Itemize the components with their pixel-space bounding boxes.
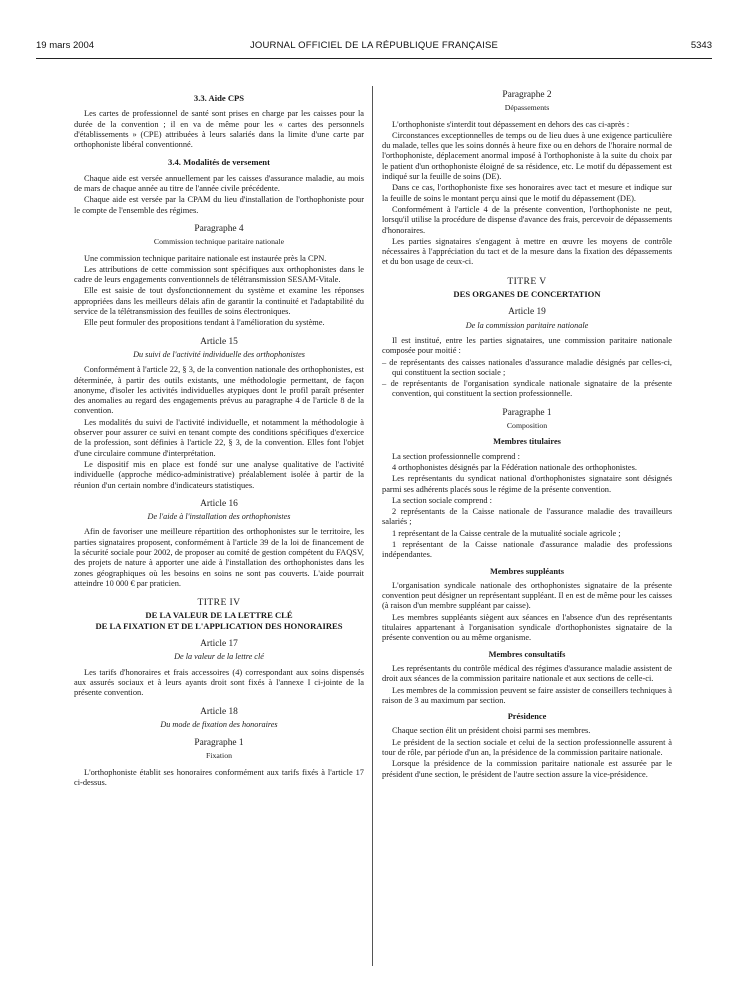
article-subheading: De la commission paritaire nationale xyxy=(465,320,589,330)
subsection-heading: Présidence xyxy=(507,712,547,722)
paragraph: Chaque aide est versée annuellement par les caisses d'assurance maladie, au mois de mars de chaque année au titre de l'année civile précédente. xyxy=(74,173,364,194)
article-subheading: Du mode de fixation des honoraires xyxy=(160,719,278,729)
paragraph: L'orthophoniste s'interdit tout dépassement en dehors des cas ci-après : xyxy=(392,119,630,129)
list-item: – de représentants des caisses nationales d'assurance maladie désignés par celles-ci, qui constituent la section sociale ; xyxy=(382,357,672,377)
list-item: – de représentants de l'organisation syndicale nationale signataire de la présente convention, qui constituent la section professionnelle. xyxy=(382,379,672,399)
paragraph: La section professionnelle comprend : xyxy=(392,451,520,461)
article-subheading: De l'aide à l'installation des orthophonistes xyxy=(147,512,291,522)
article-heading: Article 15 xyxy=(200,336,238,347)
paragraph: 1 représentant de la Caisse centrale de la mutualité sociale agricole ; xyxy=(392,528,621,538)
paragraph: 4 orthophonistes désignés par la Fédération nationale des orthophonistes. xyxy=(392,462,637,472)
paragraph: Chaque aide est versée par la CPAM du lieu d'installation de l'orthophoniste pour le compte de l'ensemble des régimes. xyxy=(74,195,364,215)
header-date: 19 mars 2004 xyxy=(36,40,95,51)
paragraph: Les membres de la commission peuvent se faire assister de conseillers techniques à raison de 3 au maximum par section. xyxy=(382,685,672,705)
column-divider xyxy=(372,86,373,966)
paragraph: Les tarifs d'honoraires et frais accessoires (4) correspondant aux soins dispensés aux assurés sociaux et à leurs ayants droit sont fixés à l'annexe I ci-jointe de la présente convention. xyxy=(74,667,364,698)
paragraph: Les attributions de cette commission sont spécifiques aux orthophonistes dans le cadre de leurs engagements conventionnels de télétransmission SESAM-Vitale. xyxy=(74,264,364,285)
subsection-heading: Membres consultatifs xyxy=(488,649,566,659)
paragraph: Elle est saisie de tout dysfonctionnement du système et examine les réponses appropriées dans les meilleurs délais afin de garantir la continuité et l'adaptabilité du service de la télétransmission des feuilles de soins électroniques. xyxy=(74,286,364,317)
header-page-number: 5343 xyxy=(690,40,712,51)
paragraph: Lorsque la présidence de la commission paritaire nationale est assurée par le président d'une section, le président de l'autre section assure la vice-présidence. xyxy=(382,759,672,779)
paragraph: Les cartes de professionnel de santé sont prises en charge par les caisses pour la durée de la convention ; il en va de même pour les « cartes des personnels d'établissements » (CPE) attribuées à leurs salariés dans la limite d'une carte par orthophoniste libéral conventionné. xyxy=(74,109,364,150)
titre-title-line: DE LA FIXATION ET DE L'APPLICATION DES HONORAIRES xyxy=(95,620,343,631)
article-heading: Article 19 xyxy=(508,307,546,318)
titre-heading: TITRE IV xyxy=(197,597,241,609)
paragraph: Conformément à l'article 4 de la présente convention, l'orthophoniste ne peut, lorsqu'il utilise la procédure de dispense d'avance des frais, percevoir de dépassements d'honoraires. xyxy=(382,204,672,235)
subsection-heading: Membres suppléants xyxy=(489,566,565,576)
header-journal-title: JOURNAL OFFICIEL DE LA RÉPUBLIQUE FRANÇAISE xyxy=(249,40,499,51)
left-column xyxy=(74,86,364,789)
paragraph: 1 représentant de la Caisse nationale d'assurance maladie des professions indépendantes. xyxy=(382,539,672,560)
article-subheading: De la valeur de la lettre clé xyxy=(174,652,264,662)
paragraph-heading: Paragraphe 1 xyxy=(502,407,552,418)
header-rule xyxy=(36,58,712,59)
titre-heading: TITRE V xyxy=(507,275,547,287)
titre-title-line: DE LA VALEUR DE LA LETTRE CLÉ xyxy=(145,610,293,621)
paragraph-heading: Paragraphe 4 xyxy=(194,223,244,234)
paragraph: Dans ce cas, l'orthophoniste fixe ses honoraires avec tact et mesure et indique sur la feuille de soins le montant perçu ainsi que le motif du dépassement (DE). xyxy=(382,183,672,203)
paragraph-subheading: Fixation xyxy=(206,751,232,761)
paragraph: Une commission technique paritaire nationale est instaurée près la CPN. xyxy=(84,253,327,263)
paragraph: L'organisation syndicale nationale des orthophonistes signataire de la présente convention peut désigner un représentant suppléant. Il en est de même pour les caisses (à raison d'un membre suppléant par caisse). xyxy=(382,580,672,611)
paragraph: Chaque section élit un président choisi parmi ses membres. xyxy=(392,726,591,736)
paragraph: Il est institué, entre les parties signataires, une commission paritaire nationale composée pour moitié : xyxy=(382,335,672,356)
titre-title: DES ORGANES DE CONCERTATION xyxy=(453,289,601,300)
paragraph: Circonstances exceptionnelles de temps ou de lieu dues à une exigence particulière du malade, telles que les soins donnés à heure fixe ou en dehors de l'horaire normal de l'orthophoniste, déplacement anormal imposé à l'orthophoniste à la suite du choix par le patient d'un orthophoniste éloigné de sa résidence, etc. Le motif du dépassement est indiqué sur la feuille de soins (DE). xyxy=(382,130,672,182)
paragraph: Les modalités du suivi de l'activité individuelle, et notamment la méthodologie à observer pour assurer ce suivi en tenant compte des conditions spécifiques d'exercice de la profession, sont définies à l'article 22, § 3, de la convention. Elles font l'objet d'une circulaire commune d'interprétation. xyxy=(74,417,364,458)
article-heading: Article 16 xyxy=(200,498,238,509)
paragraph: Elle peut formuler des propositions tendant à l'amélioration du système. xyxy=(84,318,325,328)
paragraph-subheading: Composition xyxy=(506,421,548,431)
page-header xyxy=(36,40,712,54)
right-column xyxy=(382,90,672,781)
paragraph: Afin de favoriser une meilleure répartition des orthophonistes sur le territoire, les parties signataires proposent, conformément à l'article 39 de la loi de financement de la sécurité sociale pour 2002, de proposer au comité de gestion compétent du FAQSV, des projets de nature à apporter une aide à l'installation des orthophonistes dans les zones géographiques où les besoins en soins ne sont pas couverts. L'aide pourrait atteindre 10 000 € par praticien. xyxy=(74,527,364,588)
paragraph-subheading: Commission technique paritaire nationale xyxy=(153,237,285,247)
titre-title xyxy=(74,610,364,631)
paragraph: Conformément à l'article 22, § 3, de la convention nationale des orthophonistes, est déterminée, à partir des outils existants, une méthodologie permettant, de façon anonyme, d'isoler les activités individuelles atypiques dont le profil paraît présenter des anomalies au regard des engagements prévus au paragraphe 4 de l'article 8 de la convention. xyxy=(74,365,364,416)
paragraph: 2 représentants de la Caisse nationale de l'assurance maladie des travailleurs salariés ; xyxy=(382,507,672,527)
section-heading: 3.4. Modalités de versement xyxy=(168,157,270,168)
paragraph: Les parties signataires s'engagent à mettre en œuvre les moyens de contrôle nécessaires à l'appréciation du tact et de la mesure dans la fixation des dépassements et du bon usage de ceux-ci. xyxy=(382,236,672,267)
article-heading: Article 18 xyxy=(200,706,238,717)
article-subheading: Du suivi de l'activité individuelle des orthophonistes xyxy=(133,349,305,359)
paragraph: Les membres suppléants siègent aux séances en l'absence d'un des représentants titulaires appartenant à l'organisation syndicale d'orthophonistes signataire de la présente convention ou au même organisme. xyxy=(382,612,672,643)
section-heading: 3.3. Aide CPS xyxy=(193,93,245,103)
paragraph-subheading: Dépassements xyxy=(504,103,550,113)
paragraph-heading: Paragraphe 2 xyxy=(502,90,552,100)
paragraph: Les représentants du contrôle médical des régimes d'assurance maladie assistent de droit aux séances de la commission paritaire nationale et aux sections de celle-ci. xyxy=(382,663,672,684)
paragraph: Le président de la section sociale et celui de la section professionnelle assurent à tour de rôle, par période d'un an, la présidence de la commission paritaire nationale. xyxy=(382,737,672,758)
article-heading: Article 17 xyxy=(200,639,238,650)
subsection-heading: Membres titulaires xyxy=(493,437,561,447)
paragraph: La section sociale comprend : xyxy=(392,495,492,505)
paragraph: L'orthophoniste établit ses honoraires conformément aux tarifs fixés à l'article 17 ci-dessus. xyxy=(74,767,364,788)
paragraph: Le dispositif mis en place est fondé sur une analyse qualitative de l'activité individuelle (approche médico-administrative) préalablement isolée à partir de la réunion d'un certain nombre d'indicateurs statistiques. xyxy=(74,459,364,490)
paragraph-heading: Paragraphe 1 xyxy=(194,738,244,749)
paragraph: Les représentants du syndicat national d'orthophonistes signataire sont désignés parmi ses adhérents placés sous le régime de la présente convention. xyxy=(382,474,672,494)
